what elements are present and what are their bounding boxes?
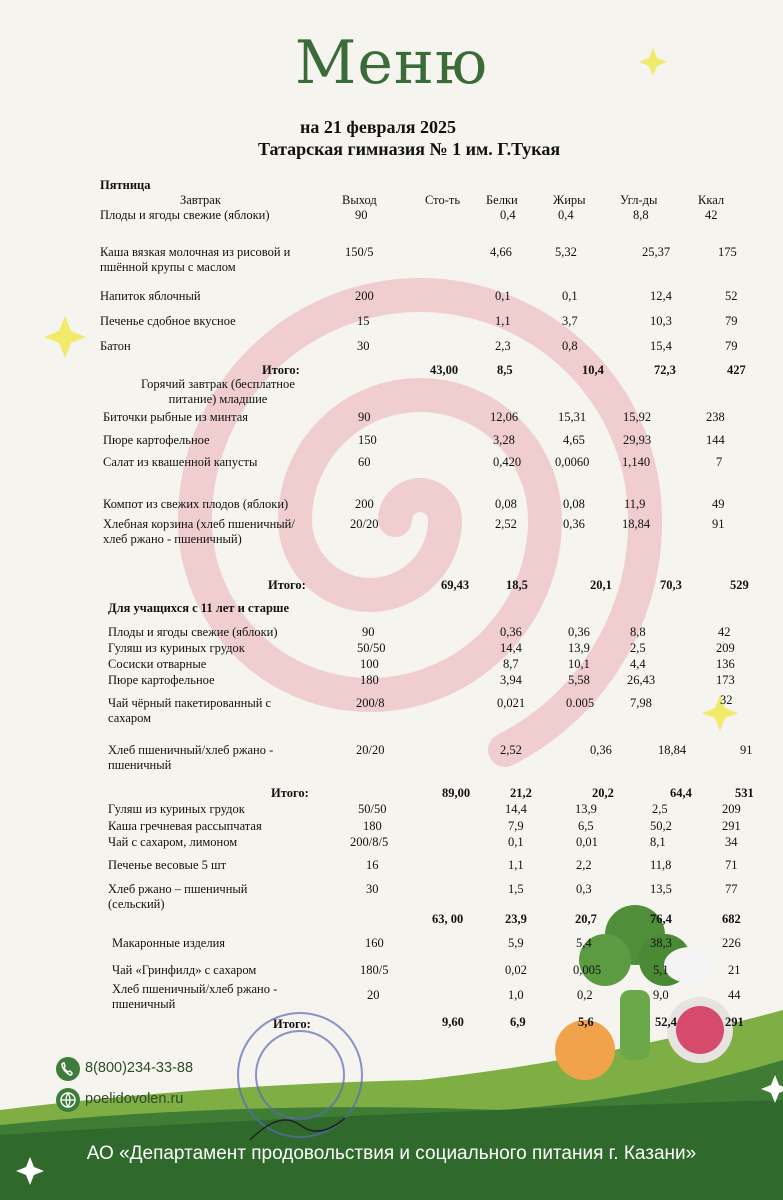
row-4-protein: 2,3 (495, 339, 511, 353)
row-9-fat: 0,08 (563, 497, 585, 511)
row-11-fat: 20,1 (590, 578, 612, 592)
row-2-name: Напиток яблочный (100, 289, 201, 303)
row-18-carbs: 64,4 (670, 786, 692, 800)
phone-link[interactable]: 8(800)234-33-88 (85, 1060, 194, 1076)
day-label: Пятница (100, 178, 151, 192)
row-13-carbs: 2,5 (630, 641, 646, 655)
row-9-protein: 0,08 (495, 497, 517, 511)
row-7-carbs: 29,93 (623, 433, 652, 447)
row-5-cost: 43,00 (430, 363, 459, 377)
row-19-kcal: 209 (722, 802, 741, 816)
row-11-cost: 69,43 (441, 578, 470, 592)
row-13-kcal: 209 (716, 641, 735, 655)
row-22-protein: 1,1 (508, 858, 524, 872)
row-5-name: Итого: (262, 363, 300, 377)
row-11-protein: 18,5 (506, 578, 528, 592)
row-24-kcal: 682 (722, 912, 741, 926)
row-16-kcal: 32 (720, 693, 733, 707)
row-15-kcal: 173 (716, 673, 735, 687)
row-0-name: Плоды и ягоды свежие (яблоки) (100, 208, 270, 222)
row-21-kcal: 34 (725, 835, 738, 849)
col-fat: Жиры (553, 193, 586, 207)
row-6-protein: 12,06 (490, 410, 519, 424)
row-19-carbs: 2,5 (652, 802, 668, 816)
row-9-kcal: 49 (712, 497, 725, 511)
row-3-kcal: 79 (725, 314, 738, 328)
row-24-protein: 23,9 (505, 912, 527, 926)
row-7-output: 150 (358, 433, 377, 447)
row-26-kcal: 21 (728, 963, 741, 977)
row-5-protein: 8,5 (497, 363, 513, 377)
row-25-kcal: 226 (722, 936, 741, 950)
row-6-fat: 15,31 (558, 410, 587, 424)
row-23-fat: 0,3 (576, 882, 592, 896)
row-19-protein: 14,4 (505, 802, 527, 816)
row-27-output: 20 (367, 988, 380, 1002)
row-11-name: Итого: (268, 578, 306, 592)
row-17-output: 20/20 (356, 743, 385, 757)
col-carbs: Угл-ды (620, 193, 658, 207)
row-7-protein: 3,28 (493, 433, 515, 447)
row-20-protein: 7,9 (508, 819, 524, 833)
row-28-cost: 9,60 (442, 1015, 464, 1029)
row-17-fat: 0,36 (590, 743, 612, 757)
row-2-fat: 0,1 (562, 289, 578, 303)
site-link[interactable]: poelidovolen.ru (85, 1091, 184, 1107)
row-6-output: 90 (358, 410, 371, 424)
row-5-fat: 10,4 (582, 363, 604, 377)
row-18-fat: 20,2 (592, 786, 614, 800)
row-14-carbs: 4,4 (630, 657, 646, 671)
row-10-carbs: 18,84 (622, 517, 651, 531)
row-13-protein: 14,4 (500, 641, 522, 655)
row-7-fat: 4,65 (563, 433, 585, 447)
row-10-protein: 2,52 (495, 517, 517, 531)
row-4-kcal: 79 (725, 339, 738, 353)
col-kcal: Ккал (698, 193, 725, 207)
row-6-kcal: 238 (706, 410, 725, 424)
row-23-carbs: 13,5 (650, 882, 672, 896)
row-1-fat: 5,32 (555, 245, 577, 259)
row-16-carbs: 7,98 (630, 696, 652, 710)
row-8-name: Салат из квашенной капусты (103, 455, 258, 469)
row-12-carbs: 8,8 (630, 625, 646, 639)
row-0-kcal: 42 (705, 208, 718, 222)
row-28-carbs: 52,4 (655, 1015, 677, 1029)
row-25-name: Макаронные изделия (112, 936, 226, 950)
row-16-fat: 0.005 (566, 696, 595, 710)
col-cost: Сто-ть (425, 193, 461, 207)
row-18-protein: 21,2 (510, 786, 532, 800)
row-7-name: Пюре картофельное (103, 433, 210, 447)
row-13-fat: 13,9 (568, 641, 590, 655)
row-21-protein: 0,1 (508, 835, 524, 849)
row-27-protein: 1,0 (508, 988, 524, 1002)
row-19-fat: 13,9 (575, 802, 597, 816)
phone-icon (56, 1057, 80, 1081)
row-24-carbs: 76,4 (650, 912, 672, 926)
row-11-carbs: 70,3 (660, 578, 682, 592)
row-25-output: 160 (365, 936, 384, 950)
row-2-output: 200 (355, 289, 374, 303)
row-27-kcal: 44 (728, 988, 741, 1002)
row-16-name: Чай чёрный пакетированный с сахаром (108, 696, 272, 725)
row-4-carbs: 15,4 (650, 339, 672, 353)
row-18-name: Итого: (271, 786, 309, 800)
row-21-fat: 0,01 (576, 835, 598, 849)
page-title: Меню (294, 28, 489, 98)
row-26-carbs: 5,1 (653, 963, 669, 977)
row-20-kcal: 291 (722, 819, 741, 833)
row-17-name: Хлеб пшеничный/хлеб ржано - пшеничный (108, 743, 274, 772)
row-22-name: Печенье весовые 5 шт (108, 858, 227, 872)
row-23-protein: 1,5 (508, 882, 524, 896)
row-25-protein: 5,9 (508, 936, 524, 950)
row-6-name: Биточки рыбные из минтая (103, 410, 248, 424)
row-22-carbs: 11,8 (650, 858, 672, 872)
row-21-carbs: 8,1 (650, 835, 666, 849)
row-21-output: 200/8/5 (350, 835, 389, 849)
row-8-fat: 0,0060 (555, 455, 590, 469)
row-15-carbs: 26,43 (627, 673, 656, 687)
row-1-protein: 4,66 (490, 245, 512, 259)
row-20-output: 180 (363, 819, 382, 833)
organization-name: АО «Департамент продовольствия и социального питания г. Казани» (86, 1143, 697, 1164)
section-hot-breakfast: Горячий завтрак (бесплатное питание) младшие (141, 377, 295, 406)
row-21-name: Чай с сахаром, лимоном (108, 835, 238, 849)
row-2-carbs: 12,4 (650, 289, 672, 303)
col-protein: Белки (486, 193, 518, 207)
row-3-fat: 3,7 (562, 314, 578, 328)
row-9-carbs: 11,9 (624, 497, 646, 511)
row-2-protein: 0,1 (495, 289, 511, 303)
col-output: Выход (342, 193, 377, 207)
row-10-name: Хлебная корзина (хлеб пшеничный/хлеб ржано - пшеничный) (103, 517, 295, 546)
row-17-protein: 2,52 (500, 743, 522, 757)
row-25-carbs: 38,3 (650, 936, 672, 950)
row-27-carbs: 9,0 (653, 988, 669, 1002)
row-12-output: 90 (362, 625, 375, 639)
row-0-protein: 0,4 (500, 208, 516, 222)
row-0-carbs: 8,8 (633, 208, 649, 222)
row-19-name: Гуляш из куриных грудок (108, 802, 245, 816)
row-8-output: 60 (358, 455, 371, 469)
row-23-kcal: 77 (725, 882, 738, 896)
row-3-name: Печенье сдобное вкусное (100, 314, 236, 328)
row-25-fat: 5,4 (576, 936, 592, 950)
row-17-kcal: 91 (740, 743, 753, 757)
row-5-carbs: 72,3 (654, 363, 676, 377)
row-2-kcal: 52 (725, 289, 738, 303)
row-24-cost: 63, 00 (432, 912, 464, 926)
row-10-fat: 0,36 (563, 517, 585, 531)
row-18-kcal: 531 (735, 786, 754, 800)
row-15-name: Пюре картофельное (108, 673, 215, 687)
row-13-name: Гуляш из куриных грудок (108, 641, 245, 655)
row-3-carbs: 10,3 (650, 314, 672, 328)
row-3-output: 15 (357, 314, 370, 328)
row-18-cost: 89,00 (442, 786, 471, 800)
row-11-kcal: 529 (730, 578, 749, 592)
row-19-output: 50/50 (358, 802, 387, 816)
row-27-fat: 0,2 (577, 988, 593, 1002)
row-15-output: 180 (360, 673, 379, 687)
row-14-fat: 10,1 (568, 657, 590, 671)
row-10-output: 20/20 (350, 517, 379, 531)
row-8-protein: 0,420 (493, 455, 522, 469)
row-14-protein: 8,7 (503, 657, 519, 671)
row-1-carbs: 25,37 (642, 245, 671, 259)
row-27-name: Хлеб пшеничный/хлеб ржано - пшеничный (112, 982, 278, 1011)
row-20-carbs: 50,2 (650, 819, 672, 833)
row-26-name: Чай «Гринфилд» с сахаром (112, 963, 257, 977)
row-16-output: 200/8 (356, 696, 385, 710)
row-22-fat: 2,2 (576, 858, 592, 872)
row-26-fat: 0,005 (573, 963, 602, 977)
row-3-protein: 1,1 (495, 314, 511, 328)
row-12-kcal: 42 (718, 625, 731, 639)
row-1-name: Каша вязкая молочная из рисовой и пшённой крупы с маслом (100, 245, 291, 274)
row-20-fat: 6,5 (578, 819, 594, 833)
row-10-kcal: 91 (712, 517, 725, 531)
row-4-name: Батон (100, 339, 131, 353)
row-1-kcal: 175 (718, 245, 737, 259)
row-16-protein: 0,021 (497, 696, 526, 710)
row-15-protein: 3,94 (500, 673, 522, 687)
row-28-name: Итого: (273, 1017, 311, 1031)
school-name: Татарская гимназия № 1 им. Г.Тукая (258, 139, 561, 159)
row-12-protein: 0,36 (500, 625, 522, 639)
row-14-kcal: 136 (716, 657, 735, 671)
row-20-name: Каша гречневая рассыпчатая (108, 819, 262, 833)
row-6-carbs: 15,92 (623, 410, 652, 424)
row-23-output: 30 (366, 882, 379, 896)
row-12-fat: 0,36 (568, 625, 590, 639)
row-24-fat: 20,7 (575, 912, 597, 926)
row-0-fat: 0,4 (558, 208, 574, 222)
row-15-fat: 5,58 (568, 673, 590, 687)
row-26-protein: 0,02 (505, 963, 527, 977)
globe-icon (56, 1088, 80, 1112)
row-9-name: Компот из свежих плодов (яблоки) (103, 497, 289, 511)
row-22-output: 16 (366, 858, 379, 872)
row-13-output: 50/50 (357, 641, 386, 655)
row-26-output: 180/5 (360, 963, 389, 977)
row-22-kcal: 71 (725, 858, 738, 872)
row-8-carbs: 1,140 (622, 455, 651, 469)
row-28-protein: 6,9 (510, 1015, 526, 1029)
row-8-kcal: 7 (716, 455, 723, 469)
row-4-fat: 0,8 (562, 339, 578, 353)
row-14-name: Сосиски отварные (108, 657, 207, 671)
row-17-carbs: 18,84 (658, 743, 687, 757)
row-28-kcal: 291 (725, 1015, 744, 1029)
row-23-name: Хлеб ржано – пшеничный (сельский) (108, 882, 248, 911)
date-line: на 21 февраля 2025 (300, 117, 457, 137)
section-older: Для учащихся с 11 лет и старше (108, 601, 290, 615)
row-1-output: 150/5 (345, 245, 374, 259)
row-4-output: 30 (357, 339, 370, 353)
row-7-kcal: 144 (706, 433, 725, 447)
section-breakfast: Завтрак (180, 193, 221, 207)
row-9-output: 200 (355, 497, 374, 511)
row-14-output: 100 (360, 657, 379, 671)
row-28-fat: 5,6 (578, 1015, 594, 1029)
row-12-name: Плоды и ягоды свежие (яблоки) (108, 625, 278, 639)
row-0-output: 90 (355, 208, 368, 222)
row-5-kcal: 427 (727, 363, 746, 377)
